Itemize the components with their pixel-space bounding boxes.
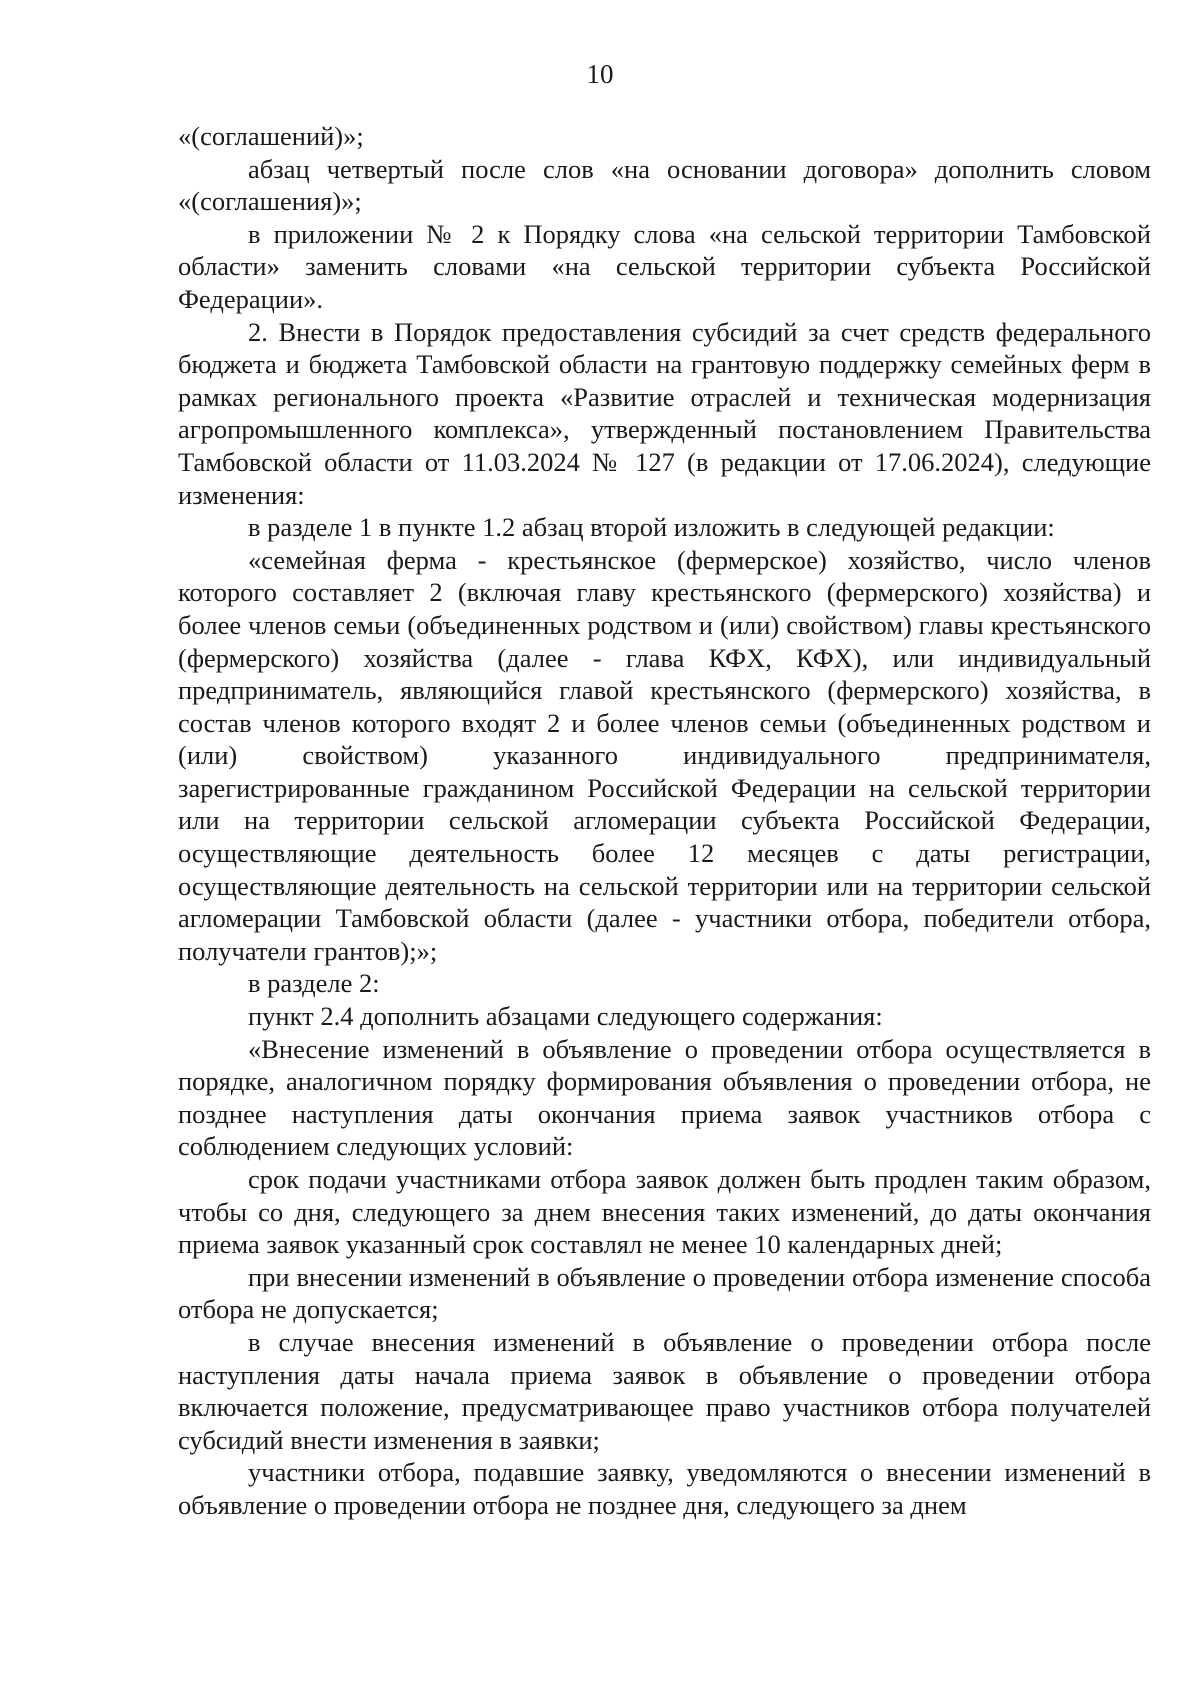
paragraph-notification: участники отбора, подавшие заявку, уведомляются о внесении изменений в объявление о проведении отбора не позднее дня, следующего за днем <box>178 1457 1151 1520</box>
paragraph-family-farm-definition: «семейная ферма - крестьянское (фермерское) хозяйство, число членов которого составляет 2 (включая главу крестьянского (фермерского) хозяйства) и более членов семьи (объединенных родством и (или) свойством) главы крестьянского (фермерского) хозяйства (далее - глава КФХ, КФХ), или индивидуальный предприниматель, являющийся главой крестьянского (фермерского) хозяйства, в состав членов которого входят 2 и более членов семьи (объединенных родством и (или) свойством) указанного индивидуального предпринимателя, зарегистрированные гражданином Российской Федерации на сельской территории или на территории сельской агломерации субъекта Российской Федерации, осуществляющие деятельность более 12 месяцев с даты регистрации, осуществляющие деятельность на сельской территории или на территории сельской агломерации Тамбовской области (далее - участники отбора, победители отбора, получатели грантов);»; <box>178 544 1151 966</box>
paragraph-amendments-procedure: «Внесение изменений в объявление о проведении отбора осуществляется в порядке, аналогичном порядку формирования объявления о проведении отбора, не позднее наступления даты окончания приема заявок участников отбора с соблюдением следующих условий: <box>178 1033 1151 1162</box>
paragraph-item-2: 2. Внести в Порядок предоставления субсидий за счет средств федерального бюджета и бюджета Тамбовской области на грантовую поддержку семейных ферм в рамках регионального проекта «Развитие отраслей и техническая модернизация агропромышленного комплекса», утвержденный постановлением Правительства Тамбовской области от 11.03.2024 № 127 (в редакции от 17.06.2024), следующие изменения: <box>178 316 1151 510</box>
paragraph-fourth-abzac: абзац четвертый после слов «на основании договора» дополнить словом «(соглашения)»; <box>178 153 1151 217</box>
paragraph-section-1: в разделе 1 в пункте 1.2 абзац второй изложить в следующей редакции: <box>248 512 1055 543</box>
paragraph-deadline-extension: срок подачи участниками отбора заявок должен быть продлен таким образом, чтобы со дня, следующего за днем внесения таких изменений, до даты окончания приема заявок указанный срок составлял не менее 10 календарных дней; <box>178 1164 1151 1260</box>
paragraph-method-change: при внесении изменений в объявление о проведении отбора изменение способа отбора не допускается; <box>178 1261 1151 1325</box>
paragraph-appendix-2: в приложении № 2 к Порядку слова «на сельской территории Тамбовской области» заменить словами «на сельской территории субъекта Российской Федерации». <box>178 218 1151 314</box>
document-body <box>178 120 1151 1522</box>
paragraph-item-2-4: пункт 2.4 дополнить абзацами следующего содержания: <box>248 1001 883 1032</box>
paragraph-section-2: в разделе 2: <box>248 968 380 999</box>
paragraph-applications-change: в случае внесения изменений в объявление о проведении отбора после наступления даты начала приема заявок в объявление о проведении отбора включается положение, предусматривающее право участников отбора получателей субсидий внести изменения в заявки; <box>178 1326 1151 1455</box>
paragraph-agreements-fragment: «(соглашений)»; <box>178 121 364 151</box>
page-number: 10 <box>586 59 614 89</box>
